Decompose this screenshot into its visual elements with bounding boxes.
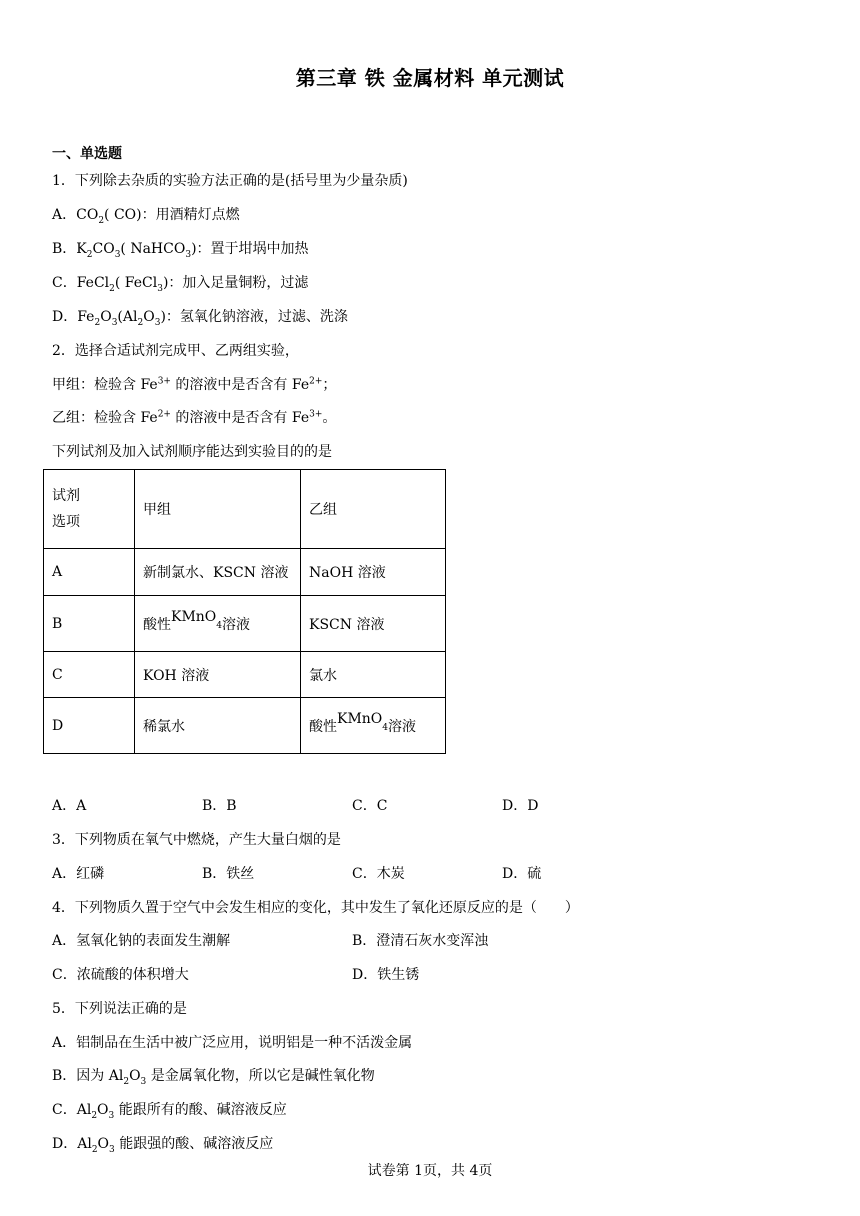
table-cell-option: B (44, 596, 135, 652)
table-row (44, 470, 446, 549)
question-5-option-d: D．$Al_2O_3$ 能跟强的酸、碱溶液反应 (52, 1136, 274, 1155)
question-1-option-a: A．$CO_2$( CO)：用酒精灯点燃 (52, 207, 240, 226)
question-2-prompt: 下列试剂及加入试剂顺序能达到实验目的的是 (52, 444, 332, 460)
question-4-option-b: B．澄清石灰水变浑浊 (352, 933, 489, 949)
question-5-option-b: B．因为 $Al_2O_3$ 是金属氧化物，所以它是碱性氧化物 (52, 1068, 375, 1087)
question-3-stem: 3．下列物质在氧气中燃烧，产生大量白烟的是 (52, 832, 341, 848)
table-cell-yi: KSCN 溶液 (301, 596, 446, 652)
table-header-jia: 甲组 (135, 470, 301, 549)
table-cell-option: A (44, 549, 135, 596)
question-3-option-c: C．木炭 (352, 866, 405, 882)
question-4-option-d: D．铁生锈 (352, 967, 420, 983)
question-2-group-yi: 乙组：检验含 $Fe^{2+}$ 的溶液中是否含有 $Fe^{3+}$。 (52, 409, 337, 426)
table-cell-jia: 新制氯水、KSCN 溶液 (135, 549, 301, 596)
question-4-option-a: A．氢氧化钠的表面发生潮解 (52, 933, 231, 949)
question-3-option-a: A．红磷 (52, 866, 105, 882)
question-1-option-d: D．$Fe_2O_3(Al_2O_3)$：氢氧化钠溶液，过滤、洗涤 (52, 309, 348, 328)
section-heading: 一、单选题 (52, 146, 122, 162)
question-2-stem: 2．选择合适试剂完成甲、乙两组实验， (52, 343, 299, 359)
table-cell-jia: 稀氯水 (135, 698, 301, 754)
table-cell-yi: 氯水 (301, 652, 446, 698)
table-header-yi: 乙组 (301, 470, 446, 549)
table-header-option: 试剂 选项 (44, 470, 135, 549)
question-3-option-d: D．硫 (502, 866, 542, 882)
question-5-option-c: C．$Al_2O_3$ 能跟所有的酸、碱溶液反应 (52, 1102, 287, 1121)
table-row (44, 652, 446, 698)
question-2-group-jia: 甲组：检验含 $Fe^{3+}$ 的溶液中是否含有 $Fe^{2+}$； (52, 376, 337, 393)
table-cell-yi: 酸性KMnO$_4$溶液 (301, 698, 446, 754)
question-4-option-c: C．浓硫酸的体积增大 (52, 967, 189, 983)
table-cell-jia: 酸性KMnO$_4$溶液 (135, 596, 301, 652)
question-5-option-a: A．铝制品在生活中被广泛应用，说明铝是一种不活泼金属 (52, 1035, 413, 1051)
question-1-option-b: B．$K_2CO_3$( NaHCO$_3$)：置于坩埚中加热 (52, 241, 309, 260)
page-footer: 试卷第 1页，共 4页 (367, 1163, 493, 1179)
question-1-option-c: C．FeCl$_2$( FeCl$_3$)：加入足量铜粉，过滤 (52, 275, 309, 294)
page-title: 第三章 铁 金属材料 单元测试 (295, 66, 565, 90)
table-row (44, 698, 446, 754)
question-3-option-b: B．铁丝 (202, 866, 255, 882)
table-cell-yi: NaOH 溶液 (301, 549, 446, 596)
question-5-stem: 5．下列说法正确的是 (52, 1001, 187, 1017)
question-2-option-a: A．A (52, 798, 87, 814)
question-2-option-d: D．D (502, 798, 539, 814)
table-cell-option: C (44, 652, 135, 698)
table-row (44, 549, 446, 596)
reagent-table (43, 469, 446, 754)
question-2-option-c: C．C (352, 798, 388, 814)
table-row (44, 596, 446, 652)
question-1-stem: 1．下列除去杂质的实验方法正确的是(括号里为少量杂质) (52, 173, 408, 189)
question-4-stem: 4．下列物质久置于空气中会发生相应的变化，其中发生了氧化还原反应的是（ ） (52, 900, 579, 916)
table-cell-jia: KOH 溶液 (135, 652, 301, 698)
table-cell-option: D (44, 698, 135, 754)
question-2-option-b: B．B (202, 798, 237, 814)
